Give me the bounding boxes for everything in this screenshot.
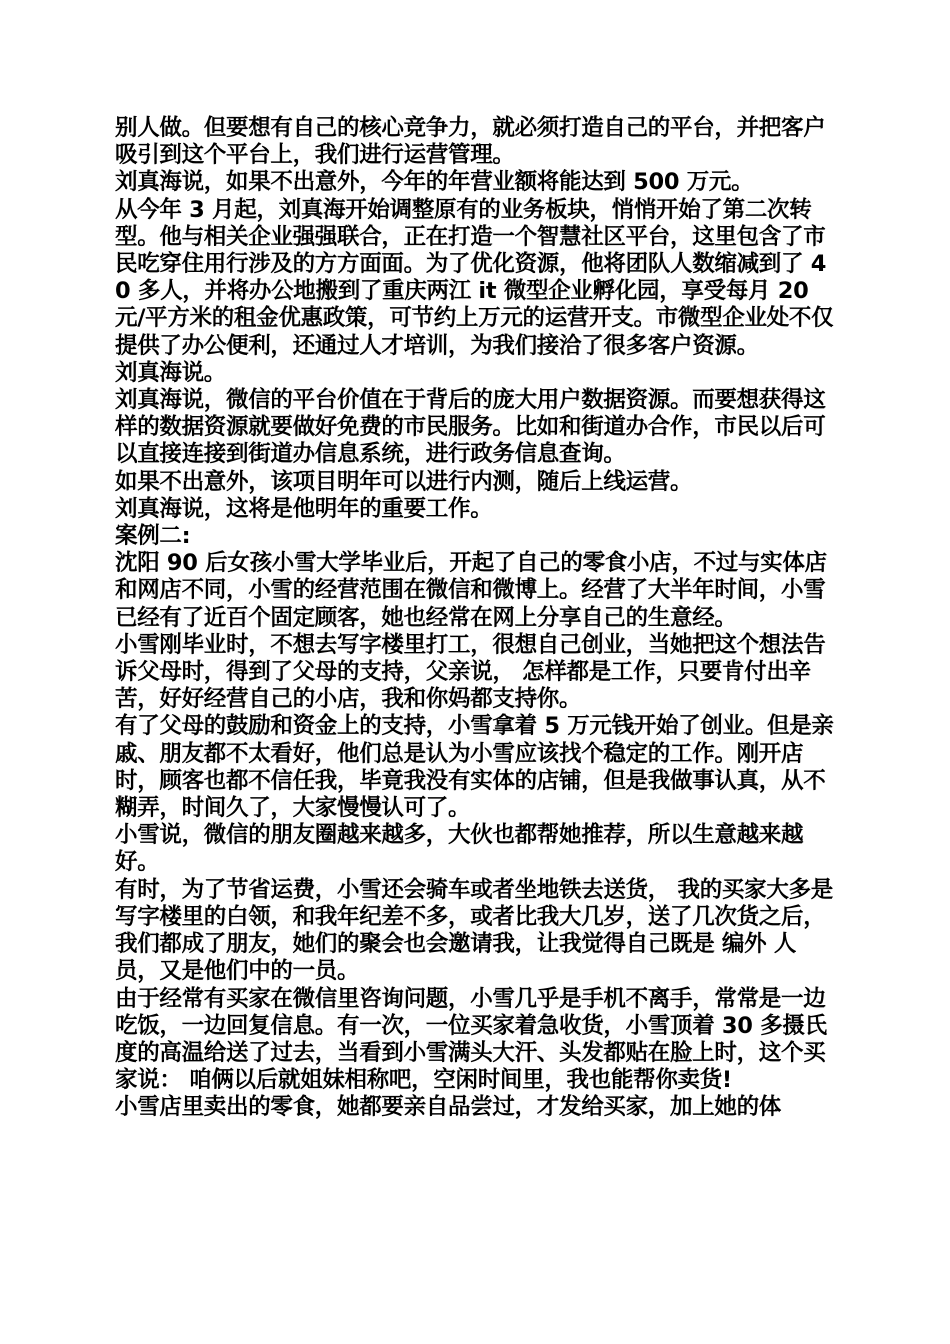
paragraph: 刘真海说，这将是他明年的重要工作。 xyxy=(115,495,493,522)
paragraph: 有时，为了节省运费，小雪还会骑车或者坐地铁去送货， 我的买家大多是写字楼里的白领，和我年纪差不多，或者比我大几岁，送了几次货之后，我们都成了朋友，她们的聚会也会邀请我，让我觉得自己既是 编外 人员，又是他们中的一员。 xyxy=(115,876,833,985)
paragraph: 如果不出意外，该项目明年可以进行内测，随后上线运营。 xyxy=(115,468,693,495)
paragraph: 别人做。但要想有自己的核心竞争力，就必须打造自己的平台，并把客户吸引到这个平台上，我们进行运营管理。 xyxy=(115,115,826,169)
paragraph: 刘真海说。 xyxy=(115,359,227,386)
paragraph: 从今年 3 月起，刘真海开始调整原有的业务板块，悄悄开始了第二次转型。他与相关企业强强联合，正在打造一个智慧社区平台，这里包含了市民吃穿住用行涉及的方方面面。为了优化资源，他将团队人数缩减到了 40 多人，并将办公地搬到了重庆两江 it 微型企业孵化园，享受每月 20 元/平方米的租金优惠政策，可节约上万元的运营开支。市微型企业处不仅提供了办公便利，还通过人才培训，为我们接洽了很多客户资源。 xyxy=(115,196,834,359)
document-body xyxy=(115,115,837,1122)
paragraph: 刘真海说，如果不出意外，今年的年营业额将能达到 500 万元。 xyxy=(115,169,754,196)
paragraph: 小雪店里卖出的零食，她都要亲自品尝过，才发给买家，加上她的体 xyxy=(115,1094,782,1121)
paragraph: 小雪刚毕业时，不想去写字楼里打工，很想自己创业，当她把这个想法告诉父母时，得到了父母的支持，父亲说， 怎样都是工作，只要肯付出辛苦，好好经营自己的小店，我和你妈都支持你。 xyxy=(115,631,826,713)
paragraph: 有了父母的鼓励和资金上的支持，小雪拿着 5 万元钱开始了创业。但是亲戚、朋友都不太看好，他们总是认为小雪应该找个稳定的工作。刚开店时，顾客也都不信任我，毕竟我没有实体的店铺，但是我做事认真，从不糊弄，时间久了，大家慢慢认可了。 xyxy=(115,713,834,822)
paragraph: 小雪说，微信的朋友圈越来越多，大伙也都帮她推荐，所以生意越来越好。 xyxy=(115,822,804,876)
section-heading: 案例二: xyxy=(115,523,191,550)
paragraph: 刘真海说，微信的平台价值在于背后的庞大用户数据资源。而要想获得这样的数据资源就要做好免费的市民服务。比如和街道办合作，市民以后可以直接连接到街道办信息系统，进行政务信息查询。 xyxy=(115,387,826,468)
paragraph: 由于经常有买家在微信里咨询问题，小雪几乎是手机不离手，常常是一边吃饭，一边回复信息。有一次，一位买家着急收货，小雪顶着 30 多摄氏度的高温给送了过去，当看到小雪满头大汗、头发都贴在脸上时，这个买家说： 咱俩以后就姐妹相称吧，空闲时间里，我也能帮你卖货! xyxy=(115,985,827,1094)
paragraph: 沈阳 90 后女孩小雪大学毕业后，开起了自己的零食小店，不过与实体店和网店不同，小雪的经营范围在微信和微博上。经营了大半年时间，小雪已经有了近百个固定顾客，她也经常在网上分享自己的生意经。 xyxy=(115,550,827,631)
